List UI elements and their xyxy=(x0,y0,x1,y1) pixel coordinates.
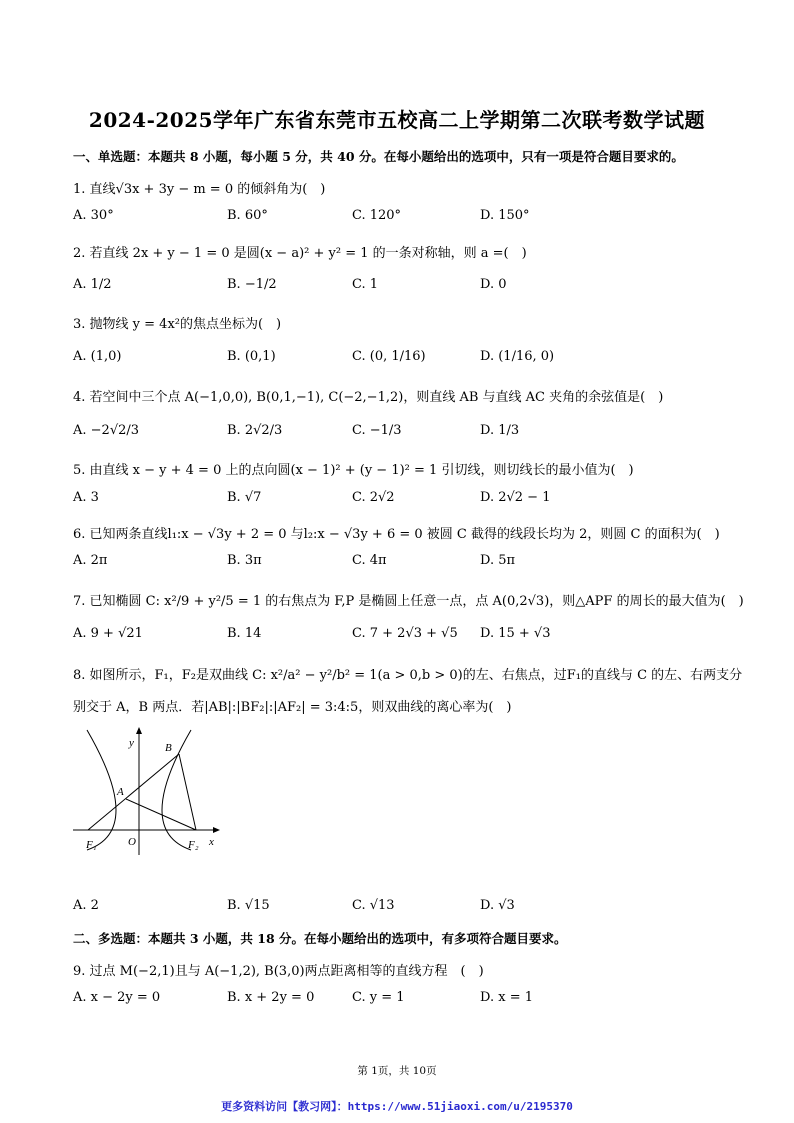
question-9-options xyxy=(73,990,773,1010)
line-f1-b xyxy=(88,754,179,830)
label-b: B xyxy=(165,742,172,754)
question-4-options xyxy=(73,423,773,443)
option-b[interactable]: B. −1/2 xyxy=(227,277,277,292)
option-a[interactable]: A. x − 2y = 0 xyxy=(73,990,161,1005)
y-axis-arrow-icon xyxy=(136,727,142,734)
option-d[interactable]: D. 1/3 xyxy=(480,423,520,438)
question-6-stem: 6. 已知两条直线l₁:x − √3y + 2 = 0 与l₂:x − √3y + 6 = 0 被圆 C 截得的线段长均为 2，则圆 C 的面积为( ) xyxy=(73,527,720,542)
label-f1: F₁ xyxy=(86,839,97,851)
hyperbola-figure xyxy=(73,727,223,857)
option-d[interactable]: D. (1/16, 0) xyxy=(480,349,555,364)
option-a[interactable]: A. −2√2/3 xyxy=(73,423,140,438)
option-d[interactable]: D. 5π xyxy=(480,553,516,568)
question-7-options xyxy=(73,626,773,646)
question-7-stem: 7. 已知椭圆 C: x²/9 + y²/5 = 1 的右焦点为 F,P 是椭圆上任意一点，点 A(0,2√3)，则△APF 的周长的最大值为( ) xyxy=(73,594,744,609)
option-d[interactable]: D. x = 1 xyxy=(480,990,533,1005)
option-d[interactable]: D. √3 xyxy=(480,898,515,913)
option-a[interactable]: A. (1,0) xyxy=(73,349,122,364)
section-multiple-choice: 二、多选题：本题共 3 小题，共 18 分。在每小题给出的选项中，有多项符合题目要求。 xyxy=(73,931,567,946)
option-c[interactable]: C. y = 1 xyxy=(352,990,405,1005)
question-8-stem: 8. 如图所示，F₁，F₂是双曲线 C: x²/a² − y²/b² = 1(a > 0,b > 0)的左、右焦点，过F₁的直线与 C 的左、右两支分 xyxy=(73,668,743,683)
line-a-f2 xyxy=(126,799,196,830)
option-c[interactable]: C. 2√2 xyxy=(352,490,395,505)
option-c[interactable]: C. −1/3 xyxy=(352,423,402,438)
option-b[interactable]: B. 3π xyxy=(227,553,262,568)
option-c[interactable]: C. 7 + 2√3 + √5 xyxy=(352,626,458,641)
question-3-stem: 3. 抛物线 y = 4x²的焦点坐标为( ) xyxy=(73,317,282,332)
page-title: 2024-2025学年广东省东莞市五校高二上学期第二次联考数学试题 xyxy=(88,108,706,132)
label-f2: F₂ xyxy=(188,839,199,851)
option-a[interactable]: A. 2π xyxy=(73,553,108,568)
question-6-options xyxy=(73,553,773,573)
label-a: A xyxy=(117,786,124,798)
question-8-options xyxy=(73,898,773,918)
option-a[interactable]: A. 30° xyxy=(73,208,114,223)
resource-banner-link[interactable]: 更多资料访问【教习网】：https://www.51jiaoxi.com/u/2195370 xyxy=(221,1100,573,1113)
section-single-choice: 一、单选题：本题共 8 小题，每小题 5 分，共 40 分。在每小题给出的选项中，只有一项是符合题目要求的。 xyxy=(73,149,684,164)
line-b-f2 xyxy=(179,754,196,830)
option-d[interactable]: D. 0 xyxy=(480,277,507,292)
option-b[interactable]: B. (0,1) xyxy=(227,349,276,364)
option-a[interactable]: A. 1/2 xyxy=(73,277,112,292)
option-d[interactable]: D. 2√2 − 1 xyxy=(480,490,551,505)
option-c[interactable]: C. 4π xyxy=(352,553,387,568)
question-2-stem: 2. 若直线 2x + y − 1 = 0 是圆(x − a)² + y² = 1 的一条对称轴，则 a =( ) xyxy=(73,246,527,261)
option-a[interactable]: A. 2 xyxy=(73,898,99,913)
question-2-options xyxy=(73,277,773,297)
question-1-stem: 1. 直线√3x + 3y − m = 0 的倾斜角为( ) xyxy=(73,182,326,197)
option-c[interactable]: C. (0, 1/16) xyxy=(352,349,426,364)
question-8-stem-continued: 别交于 A，B 两点．若|AB|:|BF₂|:|AF₂| = 3:4:5，则双曲线的离心率为( ) xyxy=(73,700,512,715)
option-d[interactable]: D. 150° xyxy=(480,208,530,223)
option-b[interactable]: B. x + 2y = 0 xyxy=(227,990,315,1005)
option-a[interactable]: A. 9 + √21 xyxy=(73,626,143,641)
question-4-stem: 4. 若空间中三个点 A(−1,0,0), B(0,1,−1), C(−2,−1,2)，则直线 AB 与直线 AC 夹角的余弦值是( ) xyxy=(73,390,664,405)
option-b[interactable]: B. √15 xyxy=(227,898,270,913)
label-x: x xyxy=(209,836,214,848)
option-b[interactable]: B. √7 xyxy=(227,490,262,505)
option-a[interactable]: A. 3 xyxy=(73,490,99,505)
option-c[interactable]: C. 1 xyxy=(352,277,379,292)
question-9-stem: 9. 过点 M(−2,1)且与 A(−1,2), B(3,0)两点距离相等的直线方程 ( ) xyxy=(73,964,484,979)
question-5-stem: 5. 由直线 x − y + 4 = 0 上的点向圆(x − 1)² + (y − 1)² = 1 引切线，则切线长的最小值为( ) xyxy=(73,463,634,478)
x-axis-arrow-icon xyxy=(213,827,220,833)
question-5-options xyxy=(73,490,773,510)
label-o: O xyxy=(128,836,136,848)
option-c[interactable]: C. 120° xyxy=(352,208,402,223)
label-y: y xyxy=(129,737,134,749)
option-b[interactable]: B. 60° xyxy=(227,208,268,223)
option-b[interactable]: B. 2√2/3 xyxy=(227,423,283,438)
page-footer: 第 1页，共 10页 xyxy=(357,1065,437,1077)
option-b[interactable]: B. 14 xyxy=(227,626,262,641)
left-hyperbola-branch xyxy=(87,730,116,850)
option-d[interactable]: D. 15 + √3 xyxy=(480,626,551,641)
question-1-options xyxy=(73,208,773,228)
option-c[interactable]: C. √13 xyxy=(352,898,395,913)
question-3-options xyxy=(73,349,773,369)
